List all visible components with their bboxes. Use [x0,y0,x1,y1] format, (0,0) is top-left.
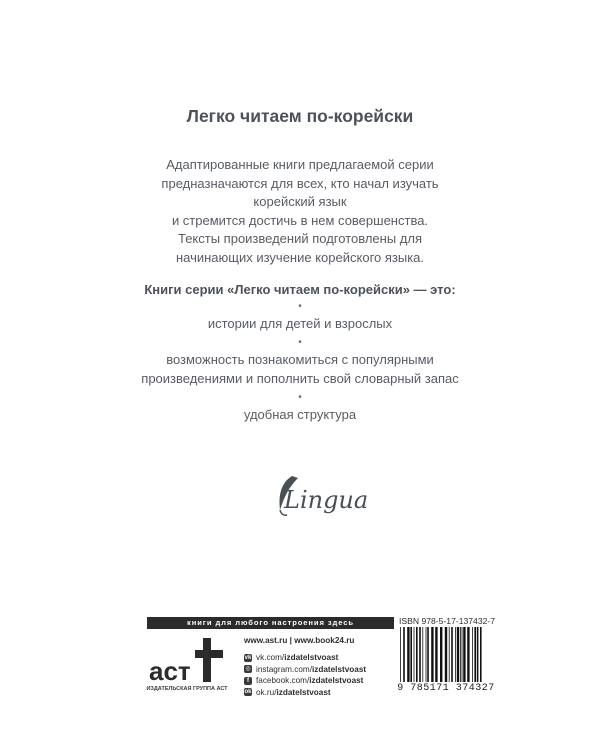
social-link-ok[interactable]: ok ok.ru/ izdatelstvoast [244,687,331,697]
feature-item: произведениями и пополнить свой словарный запас [141,371,459,386]
barcode-bar [403,627,405,682]
barcode-bar [445,627,447,682]
barcode-bar [457,627,459,682]
barcode-bar [416,627,418,682]
barcode-bar [477,627,479,682]
instagram-icon: ◎ [245,666,251,673]
features-list [100,300,500,424]
book-series-title: Легко читаем по-корейски [186,106,414,126]
barcode-bar [427,627,429,682]
barcode [399,627,497,682]
barcode-bar [414,627,415,682]
social-links [244,652,366,698]
barcode-bar [435,627,437,682]
barcode-bar [400,627,401,682]
barcode-bar [449,627,450,682]
barcode-bar [463,627,465,682]
barcode-bar [422,627,423,682]
barcode-digits: 9 785171 374327 [397,683,495,694]
description-line: корейский язык [253,194,347,210]
series-description [100,156,500,268]
barcode-bar [407,627,409,682]
barcode-bar [426,627,427,682]
barcode-bar [472,627,473,682]
description-line: начинающих изучение корейского языка. [175,249,425,265]
barcode-bar [474,627,476,682]
description-line: Адаптированные книги предлагаемой серии [166,157,434,172]
description-line: предназначаются для всех, кто начал изучать [161,175,439,191]
lingua-logo-text: Lingua [284,486,369,514]
description-line: Тексты произведений подготовлены для [177,231,423,247]
barcode-bar [431,627,433,682]
description-line: и стремится достичь в нем совершенства. [171,212,429,228]
publisher-websites[interactable]: www.ast.ru | www.book24.ru [244,636,355,645]
social-link-facebook[interactable]: f facebook.com/ izdatelstvoast [244,675,366,687]
bullet-icon: • [298,392,302,403]
barcode-bar [455,627,456,682]
barcode-bar [480,627,482,682]
bullet-icon: • [298,301,302,312]
barcode-bar [462,627,463,682]
barcode-bar [460,627,461,682]
publisher-name: ИЗДАТЕЛЬСКАЯ ГРУППА АСТ [146,686,228,692]
ok-icon: ok [244,689,252,696]
feature-item: возможность познакомиться с популярными [166,352,434,367]
feature-item: удобная структура [243,407,357,422]
barcode-bar [410,627,412,682]
barcode-bar [419,627,421,682]
isbn-number: ISBN 978-5-17-137432-7 [399,616,496,626]
series-features-heading: Книги серии «Легко читаем по-корейски» — это: [144,282,456,297]
barcode-bar [440,627,442,682]
lingua-logo [240,470,370,520]
footer-slogan: книги для любого настроения здесь [147,617,394,629]
social-link-vk[interactable]: vk vk.com/ izdatelstvoast [244,653,339,663]
facebook-icon: f [244,677,252,685]
barcode-bar [451,627,453,682]
feature-item: истории для детей и взрослых [207,316,393,331]
bullet-icon: • [298,337,302,348]
barcode-bar [467,627,469,682]
vk-icon: vk [244,654,252,661]
ast-logo-text: аст [149,656,191,686]
social-link-instagram[interactable]: ◎ instagram.com/ izdatelstvoast [245,664,367,674]
